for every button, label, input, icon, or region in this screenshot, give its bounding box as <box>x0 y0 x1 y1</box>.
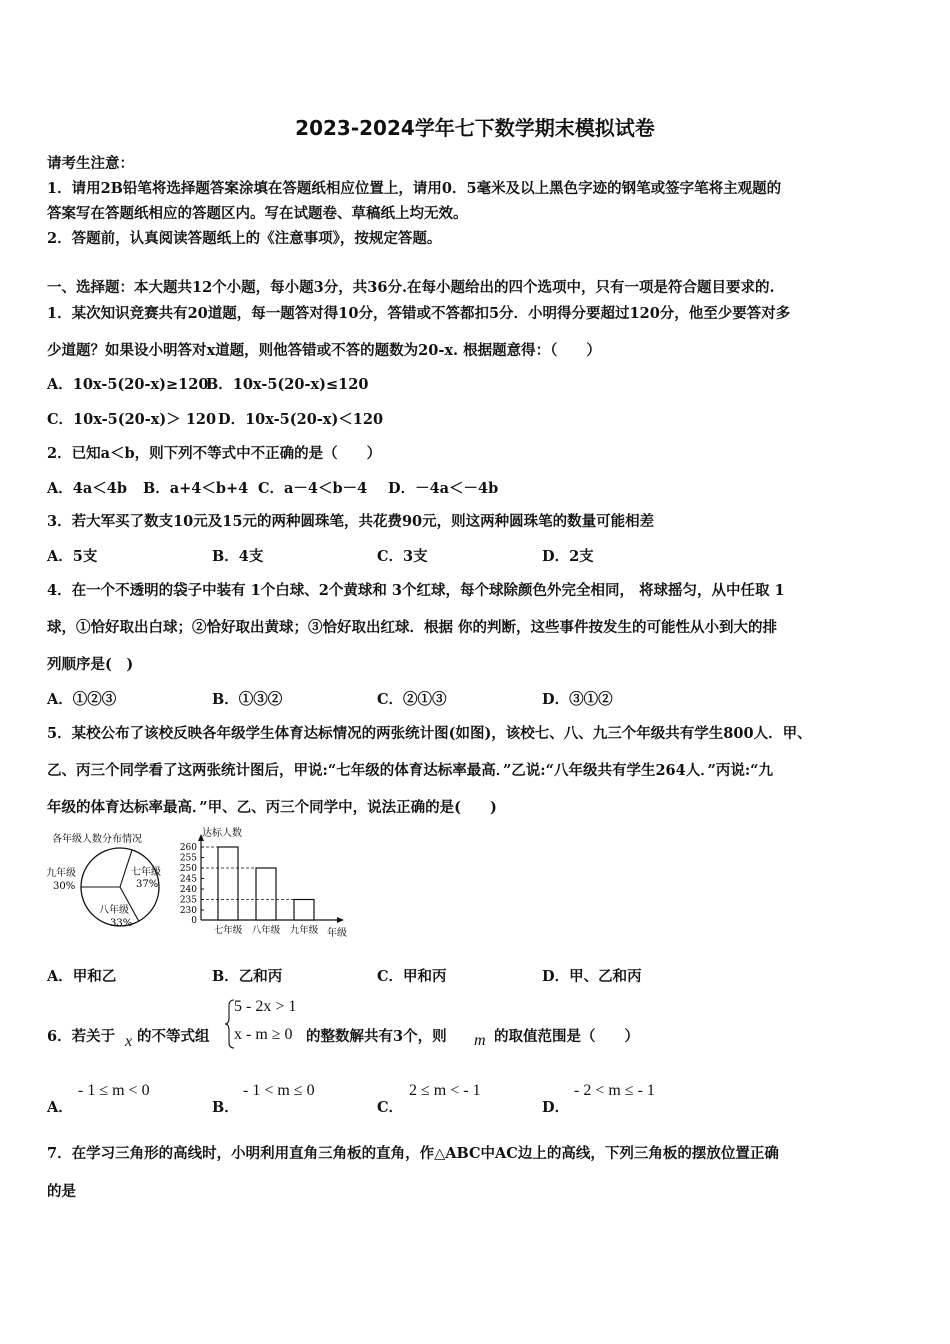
bar-y-tick-label: 240 <box>179 885 197 895</box>
q4-option-d: D．③①② <box>542 691 613 708</box>
q3-option-c: C．3支 <box>377 548 428 565</box>
q2-option-a: A．4a＜4b <box>47 480 127 497</box>
question-3-text: 3．若大军买了数支10元及15元的两种圆珠笔，共花费90元，则这两种圆珠笔的数量可能相差 <box>47 513 655 530</box>
bar-2 <box>256 868 276 920</box>
system-eq-1: 5 - 2x > 1 <box>234 998 297 1015</box>
q6-option-c: 2 ≤ m < - 1 <box>409 1082 481 1099</box>
question-5-text: 乙、丙三个同学看了这两张统计图后，甲说:“七年级的体育达标率最高．”乙说:“八年级共有学生264人．”丙说:“九 <box>47 762 774 779</box>
q3-option-a: A．5支 <box>47 548 98 565</box>
notice-line: 1．请用2B铅笔将选择题答案涂填在答题纸相应位置上，请用0．5毫米及以上黑色字迹的钢笔或签字笔将主观题的 <box>47 180 782 197</box>
section-heading: 一、选择题：本大题共12个小题，每小题3分，共36分.在每小题给出的四个选项中，只有一项是符合题目要求的. <box>47 279 775 296</box>
system-eq-2: x - m ≥ 0 <box>234 1026 293 1043</box>
notice-line: 2．答题前，认真阅读答题纸上的《注意事项》，按规定答题。 <box>47 230 442 247</box>
bar-y-ticks <box>180 843 204 926</box>
q5-option-b: B．乙和丙 <box>212 968 283 985</box>
q6-option-d: - 2 < m ≤ - 1 <box>574 1082 655 1099</box>
bar-y-tick-label: 0 <box>191 916 197 926</box>
pie-label-grade9: 九年级 <box>46 868 76 879</box>
question-6-suffix: 的整数解共有3个，则 <box>306 1028 447 1045</box>
q6-option-b-label: B． <box>212 1099 239 1116</box>
q4-option-b: B．①③② <box>212 691 283 708</box>
q2-option-b: B．a+4＜b+4 <box>143 480 249 497</box>
bar-y-tick-label: 255 <box>179 853 197 864</box>
q5-charts <box>40 826 360 944</box>
q5-option-c: C．甲和丙 <box>377 968 447 985</box>
q2-option-c: C．a－4＜b－4 <box>258 480 368 497</box>
bar-category-label: 七年级 <box>213 925 243 936</box>
question-6-middle: 的不等式组 <box>137 1028 210 1045</box>
bar-category-label: 八年级 <box>251 925 281 936</box>
pie-title: 各年级人数分布情况 <box>52 834 142 845</box>
q2-option-d: D．－4a＜－4b <box>388 480 499 497</box>
q1-option-d: D．10x-5(20-x)＜120 <box>218 411 384 428</box>
bar-x-label: 年级 <box>327 928 347 939</box>
q6-option-d-label: D． <box>542 1099 570 1116</box>
q1-option-b: B．10x-5(20-x)≤120 <box>206 376 369 393</box>
q5-option-a: A．甲和乙 <box>47 968 117 985</box>
q6-option-c-label: C． <box>377 1099 404 1116</box>
pie-value-grade8: 33% <box>110 918 133 929</box>
q6-option-a-label: A． <box>47 1099 73 1116</box>
question-4-text: 球，①恰好取出白球；②恰好取出黄球；③恰好取出红球．根据 你的判断，这些事件按发生的可能性从小到大的排 <box>47 619 778 636</box>
q5-option-d: D．甲、乙和丙 <box>542 968 642 985</box>
x-axis-arrow <box>337 917 344 923</box>
question-4-text: 4．在一个不透明的袋子中装有 1个白球、2个黄球和 3个红球，每个球除颜色外完全相同， 将球摇匀，从中任取 1 <box>47 582 785 599</box>
q6-option-a: - 1 ≤ m < 0 <box>78 1082 150 1099</box>
q1-option-c: C．10x-5(20-x)＞ 120 <box>47 411 217 428</box>
question-2-text: 2．已知a＜b，则下列不等式中不正确的是（ ） <box>47 445 382 462</box>
question-7-text: 的是 <box>47 1183 76 1200</box>
question-1-text: 1．某次知识竞赛共有20道题，每一题答对得10分，答错或不答都扣5分．小明得分要超过120分，他至少要答对多 <box>47 305 791 322</box>
bar-3 <box>294 900 314 921</box>
bar-y-tick-label: 250 <box>179 864 197 874</box>
notice-line: 答案写在答题纸相应的答题区内。写在试题卷、草稿纸上均无效。 <box>47 205 468 222</box>
bar-y-tick-label: 260 <box>179 843 197 853</box>
question-5-text: 5．某校公布了该校反映各年级学生体育达标情况的两张统计图(如图)，该校七、八、九三个年级共有学生800人．甲、 <box>47 725 812 742</box>
pie-label-grade7: 七年级 <box>131 867 161 878</box>
bar-y-tick-label: 245 <box>179 874 197 885</box>
q1-option-a: A．10x-5(20-x)≥120 <box>47 376 209 393</box>
question-7-text: 7．在学习三角形的高线时，小明利用直角三角板的直角，作△ABC中AC边上的高线，下列三角板的摆放位置正确 <box>47 1145 779 1162</box>
question-4-text: 列顺序是( ) <box>47 656 134 673</box>
q4-option-c: C．②①③ <box>377 691 447 708</box>
q4-option-a: A．①②③ <box>47 691 117 708</box>
q3-option-d: D．2支 <box>542 548 594 565</box>
page-title: 2023-2024学年七下数学期末模拟试卷 <box>295 116 655 140</box>
pie-value-grade7: 37% <box>136 879 159 890</box>
question-1-text: 少道题？如果设小明答对x道题，则他答错或不答的题数为20-x. 根据题意得：（ ） <box>47 342 601 359</box>
question-5-text: 年级的体育达标率最高．”甲、乙、丙三个同学中，说法正确的是( ) <box>47 799 497 816</box>
notice-heading: 请考生注意： <box>47 155 134 172</box>
bar-y-tick-label: 235 <box>179 895 197 906</box>
pie-label-grade8: 八年级 <box>99 905 129 916</box>
var-m: m <box>474 1032 486 1049</box>
question-6-suffix: 的取值范围是（ ） <box>494 1028 639 1045</box>
bar-bars <box>201 847 319 936</box>
bar-y-tick-label: 230 <box>179 906 197 916</box>
question-6-prefix: 6．若关于 <box>47 1028 116 1045</box>
var-x: x <box>125 1033 133 1050</box>
q3-option-b: B．4支 <box>212 548 264 565</box>
bar-category-label: 九年级 <box>289 925 319 936</box>
q6-option-b: - 1 < m ≤ 0 <box>243 1082 315 1099</box>
bar-1 <box>218 847 238 920</box>
pie-value-grade9: 30% <box>53 881 76 892</box>
bar-title: 达标人数 <box>202 828 242 839</box>
